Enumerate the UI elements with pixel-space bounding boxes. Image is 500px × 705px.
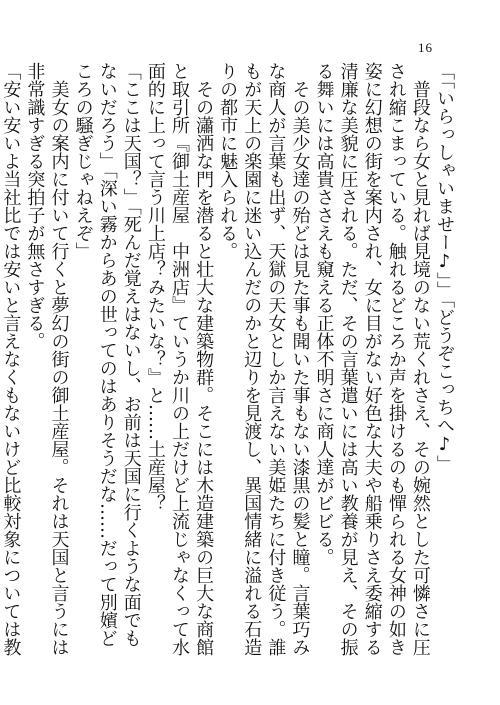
paragraph: その瀟洒な門を潜ると壮大な建築物群。そこには木造建築の巨大な商館と取引所『御土産屋 中洲店』ていうか川の上だけど上流じゃなくって水面的に上って言う川上店？みたいな？』と……土産屋？ bbox=[144, 62, 215, 656]
paragraph: 普段なら女と見れば見境のない荒くれさえ、その婉然とした可憐さに圧され縮こまっている。触れるどころか声を掛けるのも憚られる女神の如き姿に幻想の街を案内され、女に目がない好色な大夫や船乗りさえ委縮する清廉な美貌に圧される。ただ、その言葉遣いには高い教養が見え、その振る舞いには高貴ささえも窺える正体不明さに商人達がビビる。 bbox=[313, 62, 431, 656]
paragraph: 「安い安いよ当社比では安いと言えなくもないけど比較対象については教 bbox=[0, 62, 22, 656]
paragraph: その美少女達の殆どは見た事も聞いた事もない漆黒の髪と瞳。言葉巧みな商人が言葉も出ず、天獄の天女としか言えない美姫たちに付き従う。誰もが天上の楽園に迷い込んだのかと辺りを見渡し、異国情緒に溢れる石造りの都市に魅入られる。 bbox=[217, 62, 311, 656]
paragraph: 「「いらっしゃいませー♪」」「どうぞこっちへ♪」 bbox=[434, 62, 455, 473]
paragraph: 「ここは天国？」「死んだ覚えはないし、お前は天国に行くような面でもないだろう」「深い霧からあの世ってのはありそうだな……だって別嬪どころの騒ぎじゃねえぞ」 bbox=[72, 62, 142, 647]
novel-text-block bbox=[0, 62, 456, 662]
page-number: 16 bbox=[418, 40, 433, 55]
paragraph: 美女の案内に付いて行くと夢幻の街の御土産屋。それは天国と言うには非常識すぎる突拍子が無さすぎる。 bbox=[24, 62, 70, 656]
